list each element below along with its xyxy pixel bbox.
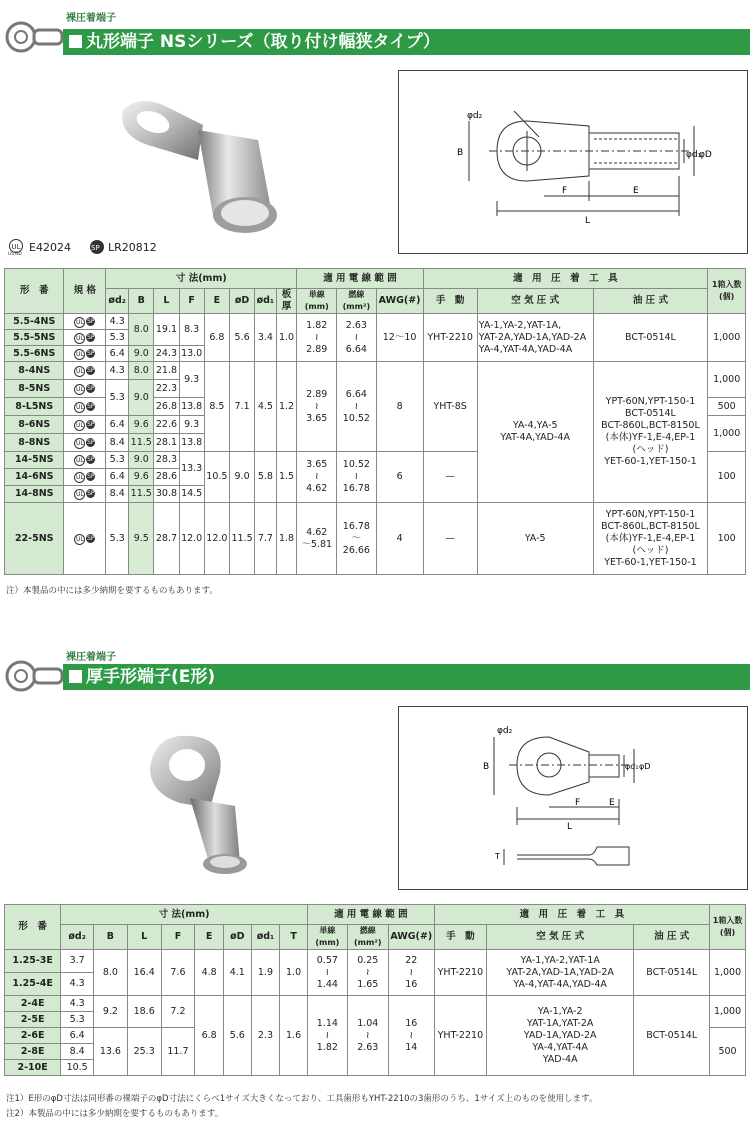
col-hyd: 油 圧 式: [634, 925, 710, 950]
label-l: L: [567, 822, 573, 832]
f-cell: 13.8: [179, 398, 204, 416]
certification-row: [8, 239, 157, 255]
col-d1: ød₁: [251, 925, 280, 950]
d2-cell: 8.4: [106, 434, 129, 452]
manual-tool-cell: YHT-2210: [434, 950, 486, 996]
f-cell: 7.6: [161, 950, 195, 996]
d1-cell: 7.7: [255, 503, 276, 575]
label-f: F: [562, 186, 568, 196]
col-spec: 規 格: [64, 269, 106, 314]
spec-table-ns: [4, 268, 746, 575]
spec-marks: UL SP: [64, 346, 106, 362]
ring-terminal-icon: [4, 659, 66, 693]
col-wire-range: 適 用 電 線 範 囲: [307, 905, 434, 925]
single-range: 1.14 ≀ 1.82: [307, 996, 347, 1076]
e-cell: 8.5: [204, 362, 229, 452]
t-cell: 1.5: [276, 452, 297, 503]
model-cell: 5.5-6NS: [5, 346, 64, 362]
label-d: φD: [699, 150, 712, 160]
spec-marks: UL SP: [64, 398, 106, 416]
awg-cell: 8: [376, 362, 423, 452]
ul-cert-number: E42024: [29, 240, 71, 254]
d2-cell: 4.3: [106, 362, 129, 380]
b-cell: 9.0: [129, 380, 154, 416]
label-d1: φd₁: [625, 762, 639, 771]
e-cell: 6.8: [195, 996, 224, 1076]
l-cell: 28.7: [154, 503, 179, 575]
col-e: E: [204, 289, 229, 314]
hyd-tool-cell: BCT-0514L: [634, 950, 710, 996]
col-model: 形 番: [5, 905, 61, 950]
category-label: 裸圧着端子: [66, 13, 116, 24]
footnote-1: 注1）E形のφD寸法は同形番の裸端子のφD寸法にくらべ1サイズ大きくなっており、工具歯形もYHT-2210の3歯形のうち、1サイズ上のものを使用します。: [6, 1094, 598, 1104]
model-cell: 2-8E: [5, 1044, 61, 1060]
awg-range: 16 ≀ 14: [388, 996, 434, 1076]
spec-marks: UL SP: [64, 416, 106, 434]
d2-cell: 5.3: [106, 380, 129, 416]
model-cell: 8-L5NS: [5, 398, 64, 416]
col-single: 単線(mm): [297, 289, 337, 314]
d-cell: 5.6: [229, 314, 254, 362]
col-tools: 適 用 圧 着 工 具: [434, 905, 709, 925]
dimension-drawing: [398, 706, 748, 890]
table-row: [5, 503, 746, 575]
svg-text:UL: UL: [11, 243, 21, 251]
f-cell: 13.8: [179, 434, 204, 452]
col-e: E: [195, 925, 224, 950]
l-cell: 21.8: [154, 362, 179, 380]
l-cell: 22.6: [154, 416, 179, 434]
col-dims: 寸 法(mm): [61, 905, 308, 925]
b-cell: 9.2: [94, 996, 128, 1028]
spec-marks: UL SP: [64, 362, 106, 380]
col-t: T: [280, 925, 308, 950]
f-cell: 9.3: [179, 416, 204, 434]
l-cell: 25.3: [127, 1028, 161, 1076]
spec-marks: UL SP: [64, 314, 106, 330]
col-d2: ød₂: [106, 289, 129, 314]
footnote: 注）本製品の中には多少納期を要するものもあります。: [6, 586, 218, 596]
d1-cell: 1.9: [251, 950, 280, 996]
col-d: øD: [223, 925, 251, 950]
hyd-tool-cell: YPT-60N,YPT-150-1 BCT-0514L BCT-860L,BCT-8150L (本体)YF-1,E-4,EP-1 (ヘッド) YET-60-1,YET-150-1: [593, 362, 708, 503]
col-manual: 手 動: [423, 289, 477, 314]
d1-cell: 4.5: [255, 362, 276, 452]
t-cell: 1.8: [276, 503, 297, 575]
single-range: 2.89 ≀ 3.65: [297, 362, 337, 452]
t-cell: 1.6: [280, 996, 308, 1076]
col-d: øD: [229, 289, 254, 314]
l-cell: 19.1: [154, 314, 179, 346]
stranded-range: 16.78 ～26.66: [337, 503, 377, 575]
table-row: [5, 996, 746, 1012]
b-cell: 11.5: [129, 486, 154, 503]
qty-cell: 500: [710, 1028, 746, 1076]
category-label: 裸圧着端子: [66, 652, 116, 663]
col-hyd: 油 圧 式: [593, 289, 708, 314]
b-cell: 9.0: [129, 452, 154, 469]
qty-cell: 1,000: [708, 362, 746, 398]
label-f: F: [575, 798, 581, 808]
col-stranded: 撚線(mm²): [347, 925, 388, 950]
col-awg: AWG(#): [376, 289, 423, 314]
model-cell: 1.25-4E: [5, 973, 61, 996]
col-f: F: [179, 289, 204, 314]
ul-cert: [8, 239, 71, 255]
label-d2: φd₂: [467, 111, 483, 121]
qty-cell: 500: [708, 398, 746, 416]
f-cell: 13.3: [179, 452, 204, 486]
air-tool-cell: YA-1,YA-2,YAT-1A, YAT-2A,YAD-1A,YAD-2A YA-4,YAT-4A,YAD-4A: [477, 314, 593, 362]
spec-marks: UL SP: [64, 434, 106, 452]
section-title-text: 丸形端子 NSシリーズ（取り付け幅狭タイプ）: [86, 32, 440, 52]
stranded-range: 6.64 ≀ 10.52: [337, 362, 377, 452]
d2-cell: 6.4: [61, 1028, 94, 1044]
section-title: [63, 29, 750, 55]
d2-cell: 4.3: [61, 996, 94, 1012]
d-cell: 9.0: [229, 452, 254, 503]
col-air: 空 気 圧 式: [477, 289, 593, 314]
b-cell: 9.5: [129, 503, 154, 575]
col-d1: ød₁: [255, 289, 276, 314]
f-cell: 13.0: [179, 346, 204, 362]
spec-marks: UL SP: [64, 503, 106, 575]
d2-cell: 6.4: [106, 346, 129, 362]
stranded-range: 0.25 ≀ 1.65: [347, 950, 388, 996]
col-air: 空 気 圧 式: [486, 925, 633, 950]
col-dims: 寸 法(mm): [106, 269, 297, 289]
d1-cell: 3.4: [255, 314, 276, 362]
l-cell: 28.3: [154, 452, 179, 469]
d-cell: 11.5: [229, 503, 254, 575]
ring-terminal-icon: [4, 20, 66, 54]
d2-cell: 4.3: [106, 314, 129, 330]
l-cell: 28.1: [154, 434, 179, 452]
d2-cell: 3.7: [61, 950, 94, 973]
awg-cell: 6: [376, 452, 423, 503]
air-tool-cell: YA-1,YA-2 YAT-1A,YAT-2A YAD-1A,YAD-2A YA-4,YAT-4A YAD-4A: [486, 996, 633, 1076]
d2-cell: 4.3: [61, 973, 94, 996]
model-cell: 1.25-3E: [5, 950, 61, 973]
l-cell: 24.3: [154, 346, 179, 362]
model-cell: 14-8NS: [5, 486, 64, 503]
d2-cell: 5.3: [61, 1012, 94, 1028]
label-d2: φd₂: [497, 726, 513, 736]
manual-tool-cell: YHT-8S: [423, 362, 477, 452]
air-tool-cell: YA-5: [477, 503, 593, 575]
f-cell: 8.3: [179, 314, 204, 346]
l-cell: 18.6: [127, 996, 161, 1028]
model-cell: 2-5E: [5, 1012, 61, 1028]
table-row: [5, 950, 746, 973]
air-tool-cell: YA-1,YA-2,YAT-1A YAT-2A,YAD-1A,YAD-2A YA-4,YAT-4A,YAD-4A: [486, 950, 633, 996]
label-d: φD: [639, 762, 651, 771]
manual-tool-cell: —: [423, 452, 477, 503]
qty-cell: 1,000: [708, 314, 746, 362]
stranded-range: 10.52 ≀ 16.78: [337, 452, 377, 503]
model-cell: 2-4E: [5, 996, 61, 1012]
stranded-range: 2.63 ≀ 6.64: [337, 314, 377, 362]
model-cell: 8-6NS: [5, 416, 64, 434]
single-range: 0.57 ≀ 1.44: [307, 950, 347, 996]
model-cell: 8-8NS: [5, 434, 64, 452]
footnote-2: 注2）本製品の中には多少納期を要するものもあります。: [6, 1109, 224, 1119]
col-qty: 1箱入数(個): [708, 269, 746, 314]
spec-marks: UL SP: [64, 380, 106, 398]
spec-marks: UL SP: [64, 330, 106, 346]
d-cell: 5.6: [223, 996, 251, 1076]
l-cell: 28.6: [154, 469, 179, 486]
col-b: B: [94, 925, 128, 950]
col-l: L: [154, 289, 179, 314]
e-cell: 12.0: [204, 503, 229, 575]
table-row: [5, 314, 746, 330]
d2-cell: 10.5: [61, 1060, 94, 1076]
d1-cell: 2.3: [251, 996, 280, 1076]
awg-range: 22 ≀ 16: [388, 950, 434, 996]
hyd-tool-cell: BCT-0514L: [634, 996, 710, 1076]
b-cell: 8.0: [94, 950, 128, 996]
dimension-drawing: [398, 70, 748, 254]
manual-tool-cell: YHT-2210: [434, 996, 486, 1076]
qty-cell: 1,000: [708, 416, 746, 452]
manual-tool-cell: —: [423, 503, 477, 575]
manual-tool-cell: YHT-2210: [423, 314, 477, 362]
qty-cell: 1,000: [710, 996, 746, 1028]
l-cell: 16.4: [127, 950, 161, 996]
col-f: F: [161, 925, 195, 950]
b-cell: 9.6: [129, 416, 154, 434]
label-l: L: [585, 216, 591, 226]
d2-cell: 5.3: [106, 330, 129, 346]
label-t: T: [495, 852, 500, 861]
spec-marks: UL SP: [64, 486, 106, 503]
csa-logo-icon: [89, 239, 105, 255]
d2-cell: 8.4: [106, 486, 129, 503]
single-range: 4.62 ～5.81: [297, 503, 337, 575]
d-cell: 7.1: [229, 362, 254, 452]
e-cell: 6.8: [204, 314, 229, 362]
qty-cell: 1,000: [710, 950, 746, 996]
f-cell: 11.7: [161, 1028, 195, 1076]
col-tools: 適 用 圧 着 工 具: [423, 269, 708, 289]
b-cell: 8.0: [129, 314, 154, 346]
terminal-photo: [108, 90, 328, 240]
spec-marks: UL SP: [64, 452, 106, 469]
terminal-photo: [140, 728, 280, 878]
csa-cert: [89, 239, 157, 255]
awg-cell: 12～10: [376, 314, 423, 362]
model-cell: 2-10E: [5, 1060, 61, 1076]
label-d1: φd₁: [686, 150, 702, 160]
single-range: 1.82 ≀ 2.89: [297, 314, 337, 362]
l-cell: 30.8: [154, 486, 179, 503]
e-cell: 10.5: [204, 452, 229, 503]
model-cell: 14-6NS: [5, 469, 64, 486]
d2-cell: 5.3: [106, 452, 129, 469]
model-cell: 8-5NS: [5, 380, 64, 398]
air-tool-cell: YA-4,YA-5 YAT-4A,YAD-4A: [477, 362, 593, 503]
t-cell: 1.2: [276, 362, 297, 452]
awg-cell: 4: [376, 503, 423, 575]
label-b: B: [483, 762, 490, 772]
col-thickness: 板厚: [276, 289, 297, 314]
d2-cell: 6.4: [106, 416, 129, 434]
model-cell: 5.5-5NS: [5, 330, 64, 346]
col-single: 単線(mm): [307, 925, 347, 950]
b-cell: 11.5: [129, 434, 154, 452]
table-row: [5, 362, 746, 380]
section-title-text: 厚手形端子(E形): [86, 667, 216, 687]
col-d2: ød₂: [61, 925, 94, 950]
model-cell: 2-6E: [5, 1028, 61, 1044]
model-cell: 5.5-4NS: [5, 314, 64, 330]
d2-cell: 6.4: [106, 469, 129, 486]
section-title: [63, 664, 750, 690]
ul-logo-icon: [8, 239, 26, 255]
single-range: 3.65 ≀ 4.62: [297, 452, 337, 503]
d2-cell: 5.3: [106, 503, 129, 575]
col-b: B: [129, 289, 154, 314]
col-l: L: [127, 925, 161, 950]
stranded-range: 1.04 ≀ 2.63: [347, 996, 388, 1076]
t-cell: 1.0: [280, 950, 308, 996]
qty-cell: 100: [708, 503, 746, 575]
col-model: 形 番: [5, 269, 64, 314]
svg-text:SP: SP: [90, 244, 100, 252]
b-cell: 9.0: [129, 346, 154, 362]
d2-cell: 8.4: [61, 1044, 94, 1060]
spec-marks: UL SP: [64, 469, 106, 486]
col-qty: 1箱入数(個): [710, 905, 746, 950]
csa-cert-number: LR20812: [107, 240, 157, 254]
label-e: E: [633, 186, 639, 196]
b-cell: 8.0: [129, 362, 154, 380]
f-cell: 7.2: [161, 996, 195, 1028]
d-cell: 4.1: [223, 950, 251, 996]
label-b: B: [457, 148, 464, 158]
spec-table-e: [4, 904, 746, 1076]
f-cell: 12.0: [179, 503, 204, 575]
e-cell: 4.8: [195, 950, 224, 996]
t-cell: 1.0: [276, 314, 297, 362]
hyd-tool-cell: BCT-0514L: [593, 314, 708, 362]
l-cell: 26.8: [154, 398, 179, 416]
label-e: E: [609, 798, 615, 808]
b-cell: 13.6: [94, 1028, 128, 1076]
svg-text:LISTED: LISTED: [8, 251, 22, 255]
col-manual: 手 動: [434, 925, 486, 950]
col-awg: AWG(#): [388, 925, 434, 950]
model-cell: 22-5NS: [5, 503, 64, 575]
l-cell: 22.3: [154, 380, 179, 398]
model-cell: 8-4NS: [5, 362, 64, 380]
f-cell: 9.3: [179, 362, 204, 398]
col-stranded: 撚線(mm²): [337, 289, 377, 314]
model-cell: 14-5NS: [5, 452, 64, 469]
b-cell: 9.6: [129, 469, 154, 486]
hyd-tool-cell: YPT-60N,YPT-150-1 BCT-860L,BCT-8150L (本体)YF-1,E-4,EP-1 (ヘッド) YET-60-1,YET-150-1: [593, 503, 708, 575]
qty-cell: 100: [708, 452, 746, 503]
d1-cell: 5.8: [255, 452, 276, 503]
col-wire-range: 適 用 電 線 範 囲: [297, 269, 423, 289]
f-cell: 14.5: [179, 486, 204, 503]
